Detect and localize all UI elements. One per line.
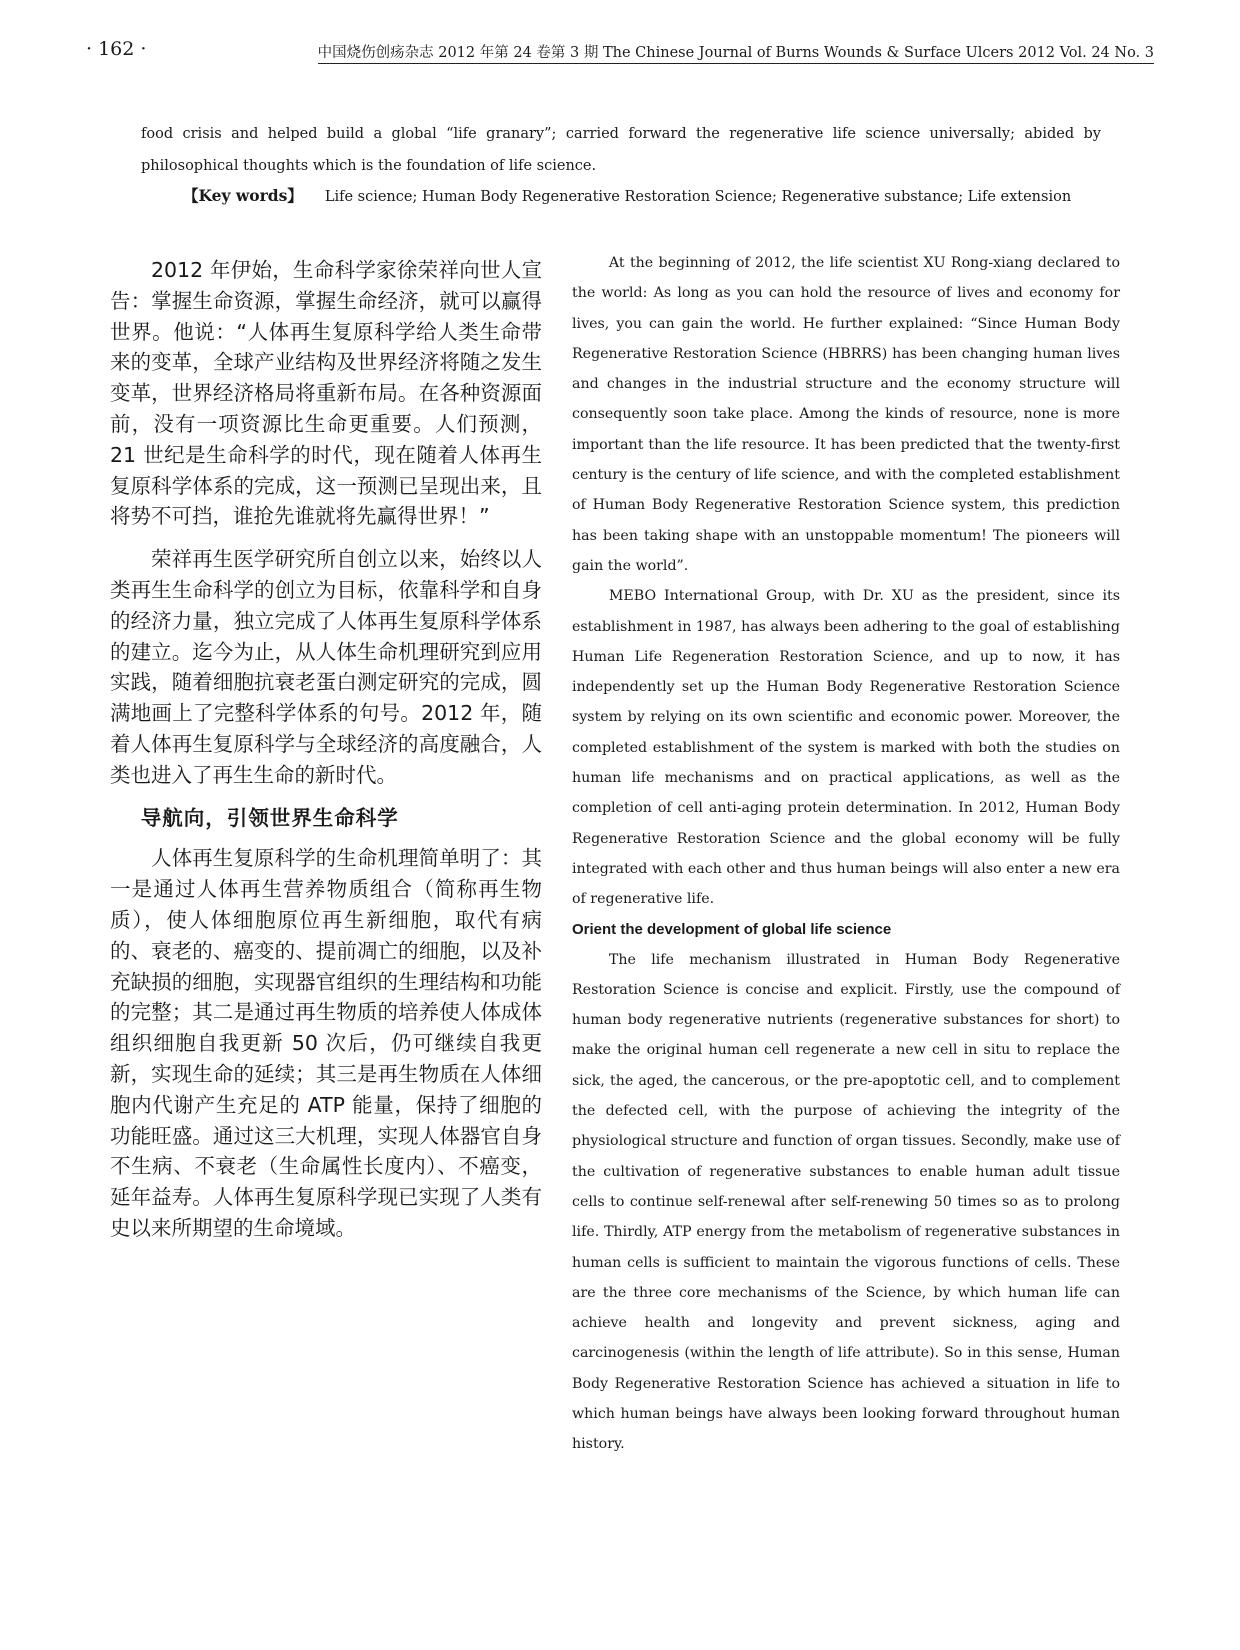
english-paragraph: The life mechanism illustrated in Human Body Regenerative Restoration Science is concise and explicit. Firstly, use the compound of human body regenerative nutrients (regenerative substances for short) to make the original human cell regenerate a new cell in situ to replace the sick, the aged, the cancerous, or the pre-apoptotic cell, and to complement the defected cell, with the purpose of achieving the integrity of the physiological structure and function of organ tissues. Secondly, make use of the cultivation of regenerative substances to enable human adult tissue cells to continue self-renewal after self-renewing 50 times so as to prolong life. Thirdly, ATP energy from the metabolism of regenerative substances in human cells is sufficient to maintain the vigorous functions of cells. These are the three core mechanisms of the Science, by which human life can achieve health and longevity and prevent sickness, aging and carcinogenesis (within the length of life attribute). So in this sense, Human Body Regenerative Restoration Science has achieved a situation in life to which human beings have always been looking forward throughout human history. [572,951,1120,1453]
english-column [572,248,1120,1460]
keywords-text: Life science; Human Body Regenerative Restoration Science; Regenerative substance; Life extension [324,189,1072,205]
keywords-line [183,184,1113,206]
page-number: · 162 · [86,38,147,60]
chinese-paragraph: 荣祥再生医学研究所自创立以来，始终以人类再生生命科学的创立为目标，依靠科学和自身的经济力量，独立完成了人体再生复原科学体系的建立。迄今为止，从人体生命机理研究到应用实践，随着细胞抗衰老蛋白测定研究的完成，圆满地画上了完整科学体系的句号。2012 年，随着人体再生复原科学与全球经济的高度融合，人类也进入了再生生命的新时代。 [110,547,542,787]
journal-running-title: 中国烧伤创疡杂志 2012 年第 24 卷第 3 期 The Chinese Journal of Burns Wounds & Surface Ulcers 2012 Vol. 24 No. 3 [318,41,1154,64]
abstract-text: food crisis and helped build a global “life granary”; carried forward the regenerative life science universally; abided by philosophical thoughts which is the foundation of life science. [141,126,1101,174]
chinese-paragraph: 人体再生复原科学的生命机理简单明了：其一是通过人体再生营养物质组合（简称再生物质），使人体细胞原位再生新细胞，取代有病的、衰老的、癌变的、提前凋亡的细胞，以及补充缺损的细胞，实现器官组织的生理结构和功能的完整；其二是通过再生物质的培养使人体成体组织细胞自我更新 50 次后，仍可继续自我更新，实现生命的延续；其三是再生物质在人体细胞内代谢产生充足的 ATP 能量，保持了细胞的功能旺盛。通过这三大机理，实现人体器官自身不生病、不衰老（生命属性长度内）、不癌变，延年益寿。人体再生复原科学现已实现了人类有史以来所期望的生命境域。 [110,846,542,1240]
chinese-section-heading: 导航向，引领世界生命科学 [140,805,399,830]
english-section-heading: Orient the development of global life science [572,920,892,938]
abstract-continuation [141,118,1101,182]
english-paragraph: MEBO International Group, with Dr. XU as the president, since its establishment in 1987, has always been adhering to the goal of establishing Human Life Regeneration Restoration Science, and up to now, it has independently set up the Human Body Regenerative Restoration Science system by relying on its own scientific and economic power. Moreover, the completed establishment of the system is marked with both the studies on human life mechanisms and on practical applications, as well as the completion of cell anti-aging protein determination. In 2012, Human Body Regenerative Restoration Science and the global economy will be fully integrated with each other and thus human beings will also enter a new era of regenerative life. [572,588,1120,908]
chinese-paragraph: 2012 年伊始，生命科学家徐荣祥向世人宣告：掌握生命资源，掌握生命经济，就可以赢得世界。他说：“人体再生复原科学给人类生命带来的变革，全球产业结构及世界经济将随之发生变革，世界经济格局将重新布局。在各种资源面前，没有一项资源比生命更重要。人们预测，21 世纪是生命科学的时代，现在随着人体再生复原科学体系的完成，这一预测已呈现出来，且将势不可挡，谁抢先谁就将先赢得世界！” [110,258,542,529]
running-header [86,38,1154,68]
chinese-column [110,255,542,1256]
english-paragraph: At the beginning of 2012, the life scientist XU Rong-xiang declared to the world: As long as you can hold the resource of lives and economy for lives, you can gain the world. He further explained: “Since Human Body Regenerative Restoration Science (HBRRS) has been changing human lives and changes in the industrial structure and the economy structure will consequently soon take place. Among the kinds of resource, none is more important than the life resource. It has been predicted that the twenty-first century is the century of life science, and with the completed establishment of Human Body Regenerative Restoration Science system, this prediction has been taking shape with an unstoppable momentum! The pioneers will gain the world”. [572,255,1120,574]
keywords-label: 【Key words】 [183,186,303,205]
